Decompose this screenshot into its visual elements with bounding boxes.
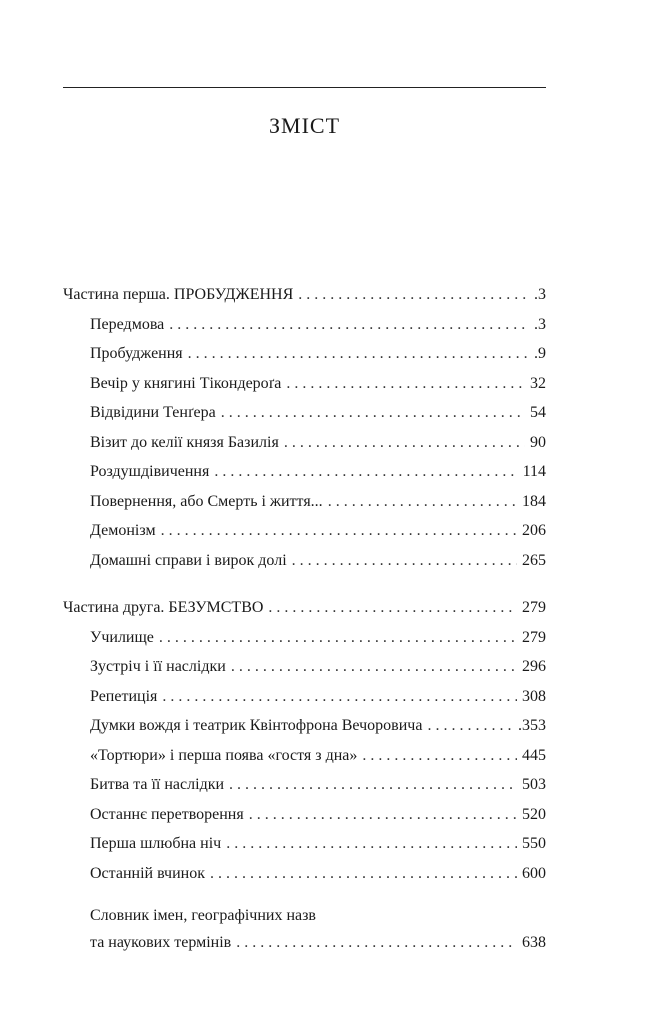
leader-dots xyxy=(284,428,525,458)
toc-label: Битва та її наслідки xyxy=(90,776,225,793)
toc-page-number: 445 xyxy=(522,746,546,764)
section-spacer xyxy=(63,888,546,904)
toc-label: Візит до келії князя Базилія xyxy=(90,433,279,451)
toc-label: Домашні справи і вирок долі xyxy=(90,551,287,569)
toc-page-number: .3 xyxy=(534,286,546,303)
toc-item[interactable] xyxy=(90,859,546,889)
toc-item[interactable] xyxy=(90,770,546,800)
toc-page-number: 54 xyxy=(530,404,546,421)
toc-label: Останнє перетворення xyxy=(90,805,244,823)
toc-item[interactable] xyxy=(90,652,546,682)
toc-item[interactable] xyxy=(90,800,546,830)
toc-item[interactable] xyxy=(90,487,546,517)
toc-page-number: 206 xyxy=(522,522,546,539)
table-of-contents xyxy=(63,280,546,958)
leader-dots xyxy=(236,928,517,958)
toc-page-number: 265 xyxy=(522,551,546,569)
leader-dots xyxy=(292,546,517,576)
toc-page-number: 184 xyxy=(522,492,546,510)
toc-page-number: 279 xyxy=(522,628,546,646)
leader-dots xyxy=(221,398,525,428)
leader-dots xyxy=(362,741,517,771)
toc-item[interactable] xyxy=(90,428,546,458)
toc-page-number: 308 xyxy=(522,687,546,705)
toc-item[interactable] xyxy=(90,829,546,859)
leader-dots xyxy=(210,859,517,889)
toc-label: Зустріч і її наслідки xyxy=(90,658,226,675)
leader-dots xyxy=(427,711,513,741)
toc-page-number: 296 xyxy=(522,658,546,675)
leader-dots xyxy=(161,516,517,546)
toc-label: Частина перша. ПРОБУДЖЕННЯ xyxy=(63,286,294,303)
toc-page-number: 503 xyxy=(522,776,546,793)
leader-dots xyxy=(162,682,517,712)
toc-part-1[interactable] xyxy=(63,280,546,310)
toc-label: Вечір у княгині Тікондероґа xyxy=(90,374,282,392)
leader-dots xyxy=(328,487,517,517)
toc-label: Демонізм xyxy=(90,522,156,539)
toc-page-number: .353 xyxy=(518,717,546,734)
leader-dots xyxy=(159,623,517,653)
leader-dots xyxy=(249,800,517,830)
toc-label: «Тортюри» і перша поява «гостя з дна» xyxy=(90,746,358,764)
leader-dots xyxy=(286,369,525,399)
toc-label: Роздушдівичення xyxy=(90,463,210,480)
toc-label: Училище xyxy=(90,628,154,646)
toc-label: Думки вождя і театрик Квінтофрона Вечоровича xyxy=(90,717,423,734)
toc-page-number: .3 xyxy=(534,315,546,333)
toc-label: та наукових термінів xyxy=(90,934,232,951)
leader-dots xyxy=(268,593,517,623)
toc-page-number: 600 xyxy=(522,864,546,882)
top-rule xyxy=(63,87,546,88)
toc-page-number: .9 xyxy=(534,345,546,362)
toc-page-number: 520 xyxy=(522,805,546,823)
leader-dots xyxy=(226,829,517,859)
toc-label: Останній вчинок xyxy=(90,864,205,882)
toc-item[interactable] xyxy=(90,339,546,369)
toc-glossary[interactable] xyxy=(90,904,546,958)
toc-page-number: 638 xyxy=(522,934,546,951)
toc-label: Повернення, або Смерть і життя... xyxy=(90,492,323,510)
toc-item[interactable] xyxy=(90,310,546,340)
toc-label: Частина друга. БЕЗУМСТВО xyxy=(63,599,264,616)
toc-page-number: 90 xyxy=(530,433,546,451)
toc-label: Репетиція xyxy=(90,687,158,705)
leader-dots xyxy=(298,280,529,310)
leader-dots xyxy=(231,652,517,682)
toc-item[interactable] xyxy=(90,398,546,428)
toc-label: Відвідини Тенґера xyxy=(90,404,216,421)
toc-item[interactable] xyxy=(90,682,546,712)
section-spacer xyxy=(63,575,546,593)
page-title: ЗМІСТ xyxy=(268,113,341,138)
toc-item[interactable] xyxy=(90,623,546,653)
toc-page-number: 550 xyxy=(522,835,546,852)
toc-part-2[interactable] xyxy=(63,593,546,623)
leader-dots xyxy=(188,339,529,369)
leader-dots xyxy=(229,770,517,800)
toc-item[interactable] xyxy=(90,711,546,741)
toc-label: Пробудження xyxy=(90,345,183,362)
toc-item[interactable] xyxy=(90,457,546,487)
leader-dots xyxy=(214,457,517,487)
toc-label: Передмова xyxy=(90,315,165,333)
toc-glossary-line xyxy=(90,928,546,958)
toc-label: Словник імен, географічних назв xyxy=(90,907,316,924)
toc-label: Перша шлюбна ніч xyxy=(90,835,222,852)
toc-item[interactable] xyxy=(90,516,546,546)
toc-page-number: 279 xyxy=(522,599,546,616)
toc-page-number: 32 xyxy=(530,374,546,392)
leader-dots xyxy=(169,310,529,340)
toc-item[interactable] xyxy=(90,741,546,771)
toc-item[interactable] xyxy=(90,369,546,399)
toc-item[interactable] xyxy=(90,546,546,576)
toc-page-number: 114 xyxy=(522,463,546,480)
